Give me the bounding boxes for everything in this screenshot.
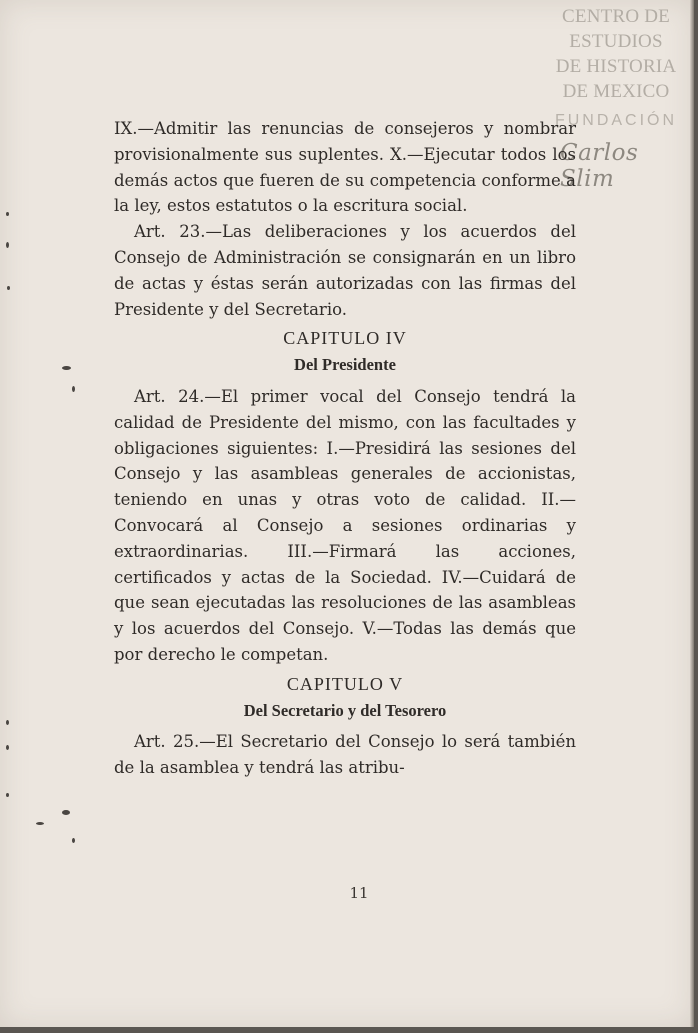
scan-speck bbox=[7, 286, 10, 290]
scan-speck bbox=[62, 810, 70, 815]
chapter-4-subtitle: Del Presidente bbox=[294, 355, 396, 375]
scan-speck bbox=[6, 242, 9, 248]
watermark-foundation: FUNDACIÓN bbox=[554, 112, 678, 129]
watermark-line-2: ESTUDIOS bbox=[569, 31, 663, 52]
paragraph-art-23: Art. 23.—Las deliberaciones y los acuerdos del Consejo de Administración se consignarán en un libro de actas y éstas serán autorizadas con las firmas del Presidente y del Secretario. bbox=[114, 222, 576, 319]
scan-speck bbox=[6, 745, 9, 750]
watermark bbox=[546, 4, 686, 133]
scan-speck bbox=[62, 366, 71, 370]
scan-speck bbox=[36, 822, 44, 825]
scan-speck bbox=[72, 386, 75, 392]
signature-watermark: Carlos Slim bbox=[560, 140, 639, 192]
page-body bbox=[114, 116, 576, 781]
scan-speck bbox=[6, 212, 9, 216]
scan-speck bbox=[6, 720, 9, 725]
chapter-5-title: CAPITULO V bbox=[286, 673, 404, 694]
watermark-line-1: CENTRO DE bbox=[562, 6, 670, 27]
scan-speck bbox=[72, 838, 75, 843]
paragraph-art-25: Art. 25.—El Secretario del Consejo lo será también de la asamblea y tendrá las atribu- bbox=[114, 732, 576, 778]
chapter-4-title: CAPITULO IV bbox=[283, 328, 407, 349]
watermark-line-3: DE HISTORIA bbox=[555, 56, 677, 77]
chapter-5-subtitle: Del Secretario y del Tesorero bbox=[243, 700, 447, 720]
paragraph-art-24: Art. 24.—El primer vocal del Consejo tendrá la calidad de Presidente del mismo, con las facultades y obligaciones siguientes: I.—Presidirá las sesiones del Consejo y las asambleas generales de accionistas, teniendo en unas y otras voto de calidad. II.—Convocará al Consejo a sesiones ordinarias y extraordinarias. III.—Firmará las acciones, certificados y actas de la Sociedad. IV.—Cuidará de que sean ejecutadas las resoluciones de las asambleas y los acuerdos del Consejo. V.—Todas las demás que por derecho le competan. bbox=[114, 386, 576, 664]
page-number: 11 bbox=[349, 884, 369, 902]
scan-speck bbox=[6, 793, 9, 797]
paragraph-ix-x: IX.—Admitir las renuncias de consejeros y nombrar provisionalmente sus suplentes. X.—Ejecutar todos los demás actos que fueren de su competencia conforme a la ley, estos estatutos o la escritura social. bbox=[114, 119, 576, 216]
watermark-line-4: DE MEXICO bbox=[562, 81, 670, 102]
